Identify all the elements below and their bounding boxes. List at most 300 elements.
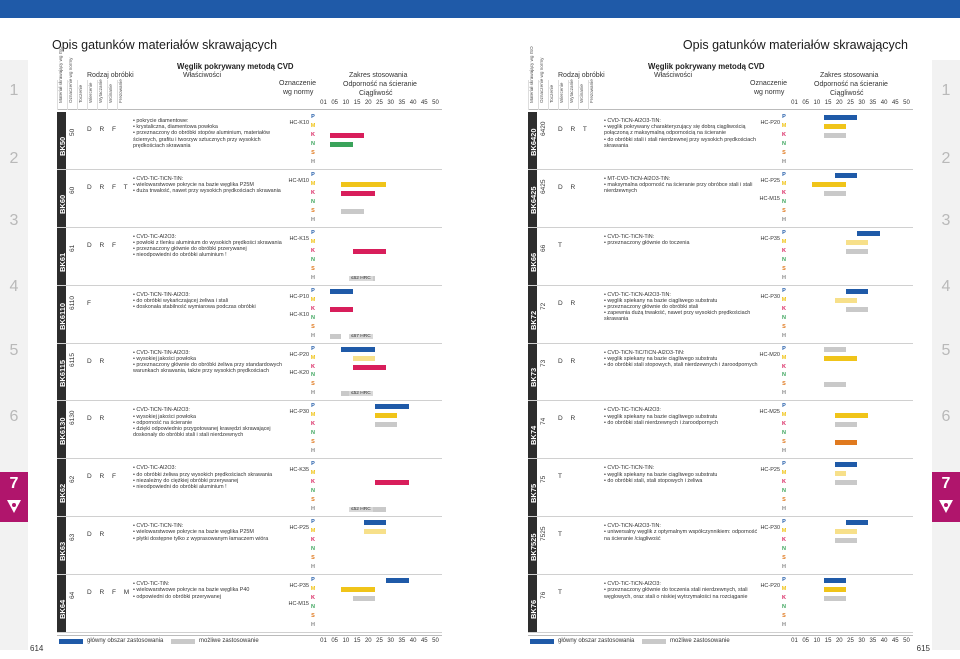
chapter-tab-4[interactable] xyxy=(0,278,28,296)
range-bar-N-main xyxy=(330,142,352,147)
description-list xyxy=(604,176,764,195)
range-bar-K-possible xyxy=(824,191,846,196)
grade-code-text: 6425 xyxy=(540,179,547,194)
grade-description xyxy=(604,350,764,369)
material-letter-P: P xyxy=(782,403,786,410)
column-header-text: Wytaczanie xyxy=(569,79,574,103)
material-letter-M: M xyxy=(310,412,316,419)
application-range-grid xyxy=(319,344,442,401)
grade-row xyxy=(528,170,913,228)
grade-name: BK6110 xyxy=(58,302,67,330)
material-letter-P: P xyxy=(311,171,315,178)
material-letter-K: K xyxy=(311,363,315,370)
material-letter-P: P xyxy=(782,461,786,468)
column-header xyxy=(578,80,587,110)
range-bar-K-possible xyxy=(846,249,868,254)
designation-label: Oznaczenie xyxy=(750,80,787,87)
material-letter-H: H xyxy=(782,274,786,281)
grade-label-bar xyxy=(528,575,537,632)
application-range-grid xyxy=(790,112,913,169)
description-line: • do obróbki wykańczającej żeliwa i stali xyxy=(133,298,293,304)
scale-tick: 10 xyxy=(813,100,821,106)
range-bar-M-main xyxy=(824,356,858,361)
grade-name: BK6130 xyxy=(58,417,67,446)
legend-possible-swatch xyxy=(642,639,666,644)
iso-designation: HC-M20 xyxy=(759,351,780,358)
material-letter-K: K xyxy=(782,537,786,544)
grade-code-text: 76 xyxy=(540,591,547,599)
application-range-grid xyxy=(790,575,913,632)
range-bar-M-main xyxy=(835,413,869,418)
grade-row xyxy=(528,112,913,170)
range-bar-M-main xyxy=(812,182,846,187)
range-bar-P-main xyxy=(835,173,857,178)
grade-description xyxy=(604,407,764,426)
scale-tick: 05 xyxy=(331,100,339,106)
iso-designation: HC-M25 xyxy=(759,409,780,416)
grade-row xyxy=(57,228,442,286)
material-letter-M: M xyxy=(310,180,316,187)
material-letter-H: H xyxy=(311,274,315,281)
chapter-number: 7 xyxy=(9,475,19,492)
description-line: • CVD-TiC-Al2O3: xyxy=(133,465,293,471)
iso-designation-secondary: HC-M15 xyxy=(288,601,309,608)
description-line: • węglik spiekany na bazie ciągliwego substratu xyxy=(604,356,764,362)
chapter-tab-5[interactable] xyxy=(0,342,28,360)
description-line: • maksymalna odporność na ścieranie przy obróbce stali i stali nierdzewnych xyxy=(604,182,764,194)
iso-designation: HC-P20 xyxy=(289,351,309,358)
description-list xyxy=(133,407,293,438)
grade-description xyxy=(133,292,293,311)
range-bar-M-possible xyxy=(353,356,375,361)
range-bar-P-possible xyxy=(824,347,846,352)
material-letter-H: H xyxy=(782,506,786,513)
material-letter-M: M xyxy=(310,528,316,535)
material-letter-H: H xyxy=(782,158,786,165)
material-letter-K: K xyxy=(782,131,786,138)
column-header xyxy=(57,46,66,110)
column-header xyxy=(528,46,537,110)
iso-designation-secondary: HC-K20 xyxy=(289,369,309,376)
description-list xyxy=(604,523,764,542)
grade-label-bar xyxy=(57,517,66,574)
material-letter-N: N xyxy=(311,198,315,205)
application-range-grid xyxy=(319,228,442,285)
grade-name: BK6425 xyxy=(529,186,538,214)
range-bar-M-possible xyxy=(835,471,846,476)
range-bar-P-main xyxy=(364,520,386,525)
material-letter-S: S xyxy=(782,207,786,214)
column-header xyxy=(67,57,76,110)
grade-label-bar xyxy=(57,575,66,632)
operation-letters: D R xyxy=(87,531,108,539)
grade-name: BK76 xyxy=(529,599,538,619)
description-line: • CVD-TiCN-TiN-Al2O3: xyxy=(133,350,293,356)
grade-code xyxy=(69,112,77,169)
material-letter-P: P xyxy=(782,114,786,120)
grade-code-text: 72 xyxy=(540,302,547,310)
iso-designation: HC-P25 xyxy=(760,467,780,474)
iso-designation: HC-P35 xyxy=(760,235,780,242)
application-range-grid xyxy=(319,575,442,632)
scale-tick: 45 xyxy=(420,100,428,106)
grade-description xyxy=(604,581,764,600)
range-bar-K-possible xyxy=(835,480,857,485)
range-bar-P-main xyxy=(375,404,409,409)
chapter-tab-3[interactable] xyxy=(0,212,28,230)
properties-title: Właściwości xyxy=(654,72,693,79)
material-letter-S: S xyxy=(782,439,786,446)
range-bar-P-main xyxy=(824,578,846,583)
properties-title: Właściwości xyxy=(183,72,222,79)
chapter-tab-2[interactable] xyxy=(0,150,28,168)
material-letter-M: M xyxy=(781,238,787,245)
chapter-tab-4[interactable] xyxy=(932,278,960,296)
material-letter-P: P xyxy=(311,577,315,584)
material-letter-P: P xyxy=(311,287,315,294)
material-letter-H: H xyxy=(311,506,315,513)
section-header: Węglik pokrywany metodą CVD xyxy=(648,62,765,71)
grade-name: BK7525 xyxy=(529,533,538,562)
chapter-number: 1 xyxy=(9,82,19,99)
application-range-grid xyxy=(790,170,913,227)
column-header-text: Wiercenie xyxy=(559,82,564,103)
description-line: • węglik pokrywany charakteryzujący się dobrą ciągliwością połączoną z maksymalną odpornością na ścieranie xyxy=(604,124,764,136)
grade-label-bar xyxy=(57,459,66,516)
range-bar-P-main xyxy=(341,347,375,352)
operations-title: Rodzaj obróbki xyxy=(558,72,605,79)
range-bar-K-possible xyxy=(835,422,857,427)
description-line: • do obróbki żeliwa przy wysokich prędkościach skrawania xyxy=(133,472,293,478)
material-letter-N: N xyxy=(782,604,786,611)
column-header xyxy=(117,80,126,110)
chapter-tab-2[interactable] xyxy=(932,150,960,168)
material-letter-M: M xyxy=(781,412,787,419)
description-line: • doskonała stabilność wymiarowa podczas obróbki xyxy=(133,304,293,310)
chapter-tab-7[interactable] xyxy=(932,472,960,522)
description-line: • wielowarstwowe pokrycie na bazie węglika P25M xyxy=(133,529,293,535)
range-bar-S-possible xyxy=(824,382,846,387)
iso-designation: HC-K15 xyxy=(289,235,309,242)
grade-name: BK63 xyxy=(58,541,67,562)
scale-tick: 35 xyxy=(398,638,406,644)
scale-tick: 50 xyxy=(432,100,439,106)
chapter-tab-5[interactable] xyxy=(932,342,960,360)
grade-row xyxy=(57,575,442,633)
page-title: Opis gatunków materiałów skrawających xyxy=(52,38,278,52)
material-letter-P: P xyxy=(782,229,786,236)
application-range-grid xyxy=(319,112,442,169)
material-letter-H: H xyxy=(311,622,315,629)
description-list xyxy=(133,523,293,542)
application-range-grid xyxy=(790,459,913,516)
chapter-tab-1[interactable] xyxy=(0,82,28,100)
material-letter-S: S xyxy=(782,323,786,330)
scale-tick: 15 xyxy=(824,638,832,644)
material-letter-N: N xyxy=(311,430,315,437)
chapter-tabs xyxy=(0,60,28,650)
material-letter-S: S xyxy=(782,265,786,272)
grade-label-bar xyxy=(528,228,537,285)
chapter-number: 7 xyxy=(941,475,951,492)
application-range-grid xyxy=(319,517,442,574)
chapter-tab-6[interactable] xyxy=(0,408,28,426)
description-line: • wielowarstwowe pokrycie na bazie węglika P40 xyxy=(133,587,293,593)
chapter-tab-6[interactable] xyxy=(932,408,960,426)
range-bar-P-main xyxy=(386,578,408,583)
scale-tick: 40 xyxy=(409,100,417,106)
grade-code xyxy=(540,170,548,227)
scale-tick: 25 xyxy=(376,100,383,106)
scale-tick: 20 xyxy=(364,100,372,106)
by-norm-label: wg normy xyxy=(754,89,785,96)
chapter-number: 4 xyxy=(941,278,951,295)
scale-tick: 50 xyxy=(903,638,910,644)
grade-name: BK50 xyxy=(58,136,67,156)
column-header xyxy=(588,80,597,110)
material-letter-K: K xyxy=(782,305,786,312)
material-letter-H: H xyxy=(782,622,786,629)
grade-row xyxy=(57,401,442,459)
grade-row xyxy=(57,459,442,517)
grade-row xyxy=(528,401,913,459)
range-bar-M-main xyxy=(375,413,397,418)
application-range-grid xyxy=(319,286,442,343)
description-list xyxy=(133,581,293,600)
chapter-tab-3[interactable] xyxy=(932,212,960,230)
description-list xyxy=(133,234,293,259)
description-list xyxy=(604,581,764,600)
description-line: • przeznaczony głównie do obróbki stali xyxy=(604,304,764,310)
grade-description xyxy=(133,581,293,600)
material-letter-K: K xyxy=(311,131,315,138)
section-header: Węglik pokrywany metodą CVD xyxy=(177,62,294,71)
column-header-text: Frezowanie xyxy=(589,79,594,103)
material-letter-K: K xyxy=(782,595,786,602)
operation-letters: T xyxy=(558,531,565,539)
column-header xyxy=(97,80,106,110)
operation-letters: D R F xyxy=(87,126,119,133)
description-line: • CVD-TiCN-TiC/TiCN-Al2O3-TiN: xyxy=(604,350,764,356)
material-letter-P: P xyxy=(311,519,315,526)
material-letter-P: P xyxy=(782,287,786,294)
grade-row xyxy=(57,344,442,402)
material-letter-M: M xyxy=(781,122,787,129)
chapter-tab-1[interactable] xyxy=(932,82,960,100)
application-range-grid xyxy=(790,401,913,458)
scale-tick: 10 xyxy=(342,100,350,106)
description-line: • krystaliczna, diamentowa powłoka xyxy=(133,124,293,130)
iso-designation: HC-P25 xyxy=(289,525,309,532)
description-list xyxy=(604,407,764,426)
grade-description xyxy=(133,176,293,195)
material-letter-H: H xyxy=(782,564,786,571)
iso-designation: HC-P30 xyxy=(760,525,780,532)
operation-letters: T xyxy=(558,589,565,597)
grade-code xyxy=(540,401,548,458)
grade-name: BK60 xyxy=(58,194,67,214)
range-bar-K-possible xyxy=(846,307,868,312)
iso-designation: HC-P10 xyxy=(289,293,309,300)
material-letter-N: N xyxy=(782,314,786,321)
grade-row xyxy=(528,228,913,286)
scale-tick: 30 xyxy=(387,100,395,106)
hardness-note: ≤62 HRC xyxy=(351,275,371,281)
material-letter-S: S xyxy=(782,613,786,620)
column-header-text: Materiał skrawający wg ISO xyxy=(529,46,534,103)
range-bar-M-main xyxy=(341,182,386,187)
material-letter-M: M xyxy=(310,586,316,593)
description-line: • CVD-TiC-TiCN-Al2O3: xyxy=(604,407,764,413)
material-letter-N: N xyxy=(782,256,786,263)
material-letter-P: P xyxy=(782,577,786,584)
range-bar-P-main xyxy=(835,462,857,467)
description-line: • odpowiedni do obróbki przerywanej xyxy=(133,594,293,600)
scale-tick: 01 xyxy=(791,100,798,106)
grade-code xyxy=(540,112,548,169)
material-letter-M: M xyxy=(781,586,787,593)
description-line: • CVD-TiCN-Al2O3-TiN: xyxy=(604,118,764,124)
scale-tick: 45 xyxy=(420,638,428,644)
material-letter-S: S xyxy=(311,149,315,156)
description-line: • wielowarstwowe pokrycie na bazie węglika P25M xyxy=(133,182,293,188)
grade-row xyxy=(528,575,913,633)
material-letter-P: P xyxy=(311,403,315,410)
legend-main-swatch xyxy=(59,639,83,644)
material-letter-S: S xyxy=(311,439,315,446)
scale-tick: 50 xyxy=(903,100,910,106)
range-bar-M-main xyxy=(341,587,375,592)
chapter-number: 6 xyxy=(941,408,951,425)
range-bar-P-main xyxy=(846,289,868,294)
scale-tick: 10 xyxy=(813,638,821,644)
range-bar-M-main xyxy=(824,587,846,592)
grade-label-bar xyxy=(528,286,537,343)
hardness-note: ≤67 HRC xyxy=(351,333,371,339)
material-letter-S: S xyxy=(311,265,315,272)
description-line: • przeznaczony głównie do obróbki żeliwa przy standardowych warunkach skrawania, także przy wysokich prędkościach xyxy=(133,362,293,374)
material-letter-P: P xyxy=(782,345,786,352)
application-range-grid xyxy=(790,286,913,343)
grade-label-bar xyxy=(57,170,66,227)
toughness-label: Ciągliwość xyxy=(830,90,864,97)
scale-tick: 05 xyxy=(802,638,810,644)
material-letter-H: H xyxy=(782,332,786,339)
material-letter-S: S xyxy=(311,323,315,330)
description-line: • CVD-TiC-TiCN-TiN: xyxy=(604,234,764,240)
scale-tick: 30 xyxy=(858,638,866,644)
toughness-label: Ciągliwość xyxy=(359,90,393,97)
material-letter-N: N xyxy=(782,488,786,495)
iso-designation-secondary: HC-K10 xyxy=(289,311,309,318)
operation-letters: T xyxy=(558,241,565,249)
range-bar-P-main xyxy=(330,289,352,294)
range-bar-K-possible xyxy=(824,596,846,601)
grade-description xyxy=(133,523,293,542)
material-letter-N: N xyxy=(311,372,315,379)
scale-tick: 01 xyxy=(320,100,327,106)
legend-main-text: główny obszar zastosowania xyxy=(558,638,635,644)
description-line: • powłoki z tlenku aluminium do wysokich prędkości skrawania xyxy=(133,240,293,246)
wear-resistance-label: Odporność na ścieranie xyxy=(343,81,417,88)
range-bar-P-main xyxy=(846,520,868,525)
description-line: • węglik spiekany na bazie ciągliwego substratu xyxy=(604,472,764,478)
material-letter-N: N xyxy=(311,604,315,611)
column-header xyxy=(568,80,577,110)
description-line: • CVD-TiC-TiCN-TiN: xyxy=(133,176,293,182)
grade-row xyxy=(528,286,913,344)
material-letter-S: S xyxy=(782,555,786,562)
range-bar-P-main xyxy=(824,115,858,120)
description-line: • pokrycie diamentowe: xyxy=(133,118,293,124)
legend xyxy=(528,635,913,647)
chapter-number: 6 xyxy=(9,408,19,425)
operations-title: Rodzaj obróbki xyxy=(87,72,134,79)
material-letter-K: K xyxy=(311,595,315,602)
range-bar-H-possible xyxy=(330,334,341,339)
range-title: Zakres stosowania xyxy=(820,72,879,79)
scale-tick: 30 xyxy=(387,638,395,644)
description-line: • przeznaczony do obróbki stopów aluminium, materiałów ściernych, grafitu i tworzyw sztucznych przy wysokich prędkościach skrawania xyxy=(133,130,293,149)
chapter-tab-7[interactable] xyxy=(0,472,28,522)
grade-label-bar xyxy=(528,170,537,227)
grade-code xyxy=(69,401,77,458)
grade-code-text: 6420 xyxy=(540,121,547,136)
grade-row xyxy=(528,344,913,402)
description-line: • przeznaczony głównie do toczenia stali nierdzewnych, stali węglowych, oraz stali o niskiej wytrzymałości na rozciąganie xyxy=(604,587,764,599)
grade-row xyxy=(57,517,442,575)
column-header-text: Wcinanie xyxy=(108,84,113,103)
description-line: • do obróbki stali i stali nierdzewnej przy wysokich prędkościach skrawania xyxy=(604,137,764,149)
application-range-grid xyxy=(790,517,913,574)
scale-tick: 45 xyxy=(891,100,899,106)
grade-description xyxy=(133,350,293,375)
grade-name: BK66 xyxy=(529,252,538,272)
grade-description xyxy=(133,465,293,490)
grade-description xyxy=(604,523,764,542)
chapter-number: 3 xyxy=(9,212,19,229)
material-letter-S: S xyxy=(782,149,786,156)
grade-name: BK61 xyxy=(58,252,67,272)
grade-code-text: 66 xyxy=(540,244,547,252)
range-bar-M-possible xyxy=(835,298,857,303)
scale-tick: 20 xyxy=(835,100,843,106)
description-list xyxy=(133,118,293,149)
grade-label-bar xyxy=(528,401,537,458)
grade-row xyxy=(57,170,442,228)
column-header-text: Wiercenie xyxy=(88,82,93,103)
scale-tick: 45 xyxy=(891,638,899,644)
table-header xyxy=(57,46,442,110)
material-letter-K: K xyxy=(311,247,315,254)
grade-code xyxy=(69,517,77,574)
grade-name: BK73 xyxy=(529,368,538,388)
description-line: • CVD-TiCN-TiN-Al2O3: xyxy=(133,292,293,298)
description-list xyxy=(604,292,764,323)
material-letter-S: S xyxy=(311,555,315,562)
operation-letters: D R xyxy=(87,415,108,423)
legend xyxy=(57,635,442,647)
material-letter-K: K xyxy=(782,363,786,370)
column-header-text: Toczenie xyxy=(78,84,83,103)
column-header-text: Wcinanie xyxy=(579,84,584,103)
grade-code-text: 7525 xyxy=(540,526,547,542)
description-line: • wysokiej jakości powłoka xyxy=(133,356,293,362)
material-letter-N: N xyxy=(782,372,786,379)
material-letter-S: S xyxy=(311,613,315,620)
grade-label-bar xyxy=(528,112,537,169)
description-line: • do obróbki stali, stali stopowych i żeliwa xyxy=(604,478,764,484)
